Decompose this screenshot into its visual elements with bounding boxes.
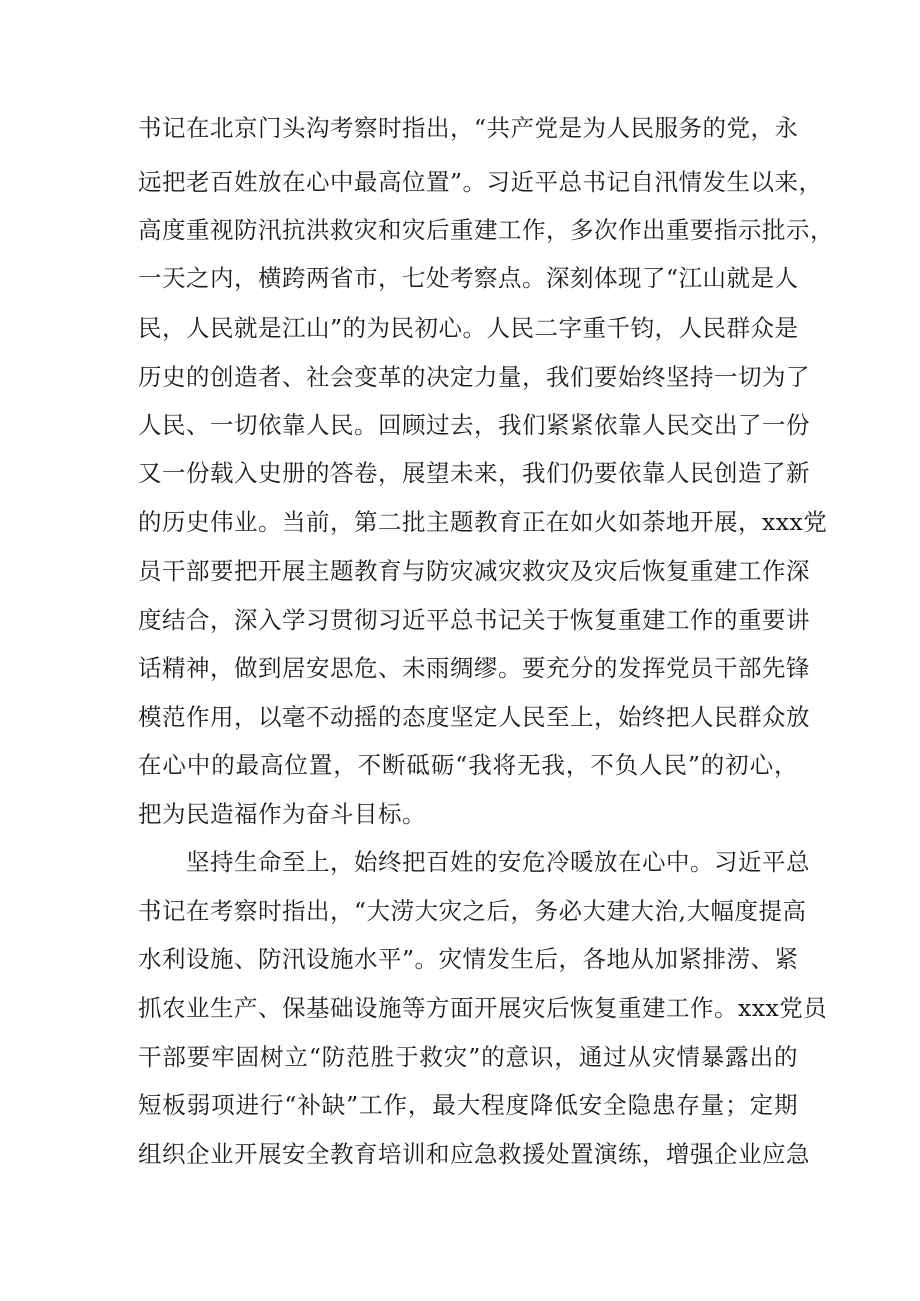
text-line: 书记在北京门头沟考察时指出，“共产党是为人民服务的党，永 bbox=[138, 114, 799, 142]
text-line: 又一份载入史册的答卷，展望未来，我们仍要依靠人民创造了新 bbox=[138, 459, 810, 487]
text-line: 人民、一切依靠人民。回顾过去，我们紧紧依靠人民交出了一份 bbox=[138, 411, 810, 439]
text-line: 员干部要把开展主题教育与防灾减灾救灾及灾后恢复重建工作深 bbox=[138, 557, 810, 585]
text-line: 干部要牢固树立“防范胜于救灾”的意识，通过从灾情暴露出的 bbox=[138, 1043, 798, 1071]
paragraph-first-line: 坚持生命至上，始终把百姓的安危冷暖放在心中。习近平总 bbox=[186, 848, 810, 876]
paragraph-end-line: 把为民造福作为奋斗目标。 bbox=[138, 800, 426, 828]
text-line: 抓农业生产、保基础设施等方面开展灾后恢复重建工作。xxx党员 bbox=[138, 994, 828, 1022]
text-line: 的历史伟业。当前，第二批主题教育正在如火如荼地开展，xxx党 bbox=[138, 508, 828, 536]
text-line: 一天之内，横跨两省市，七处考察点。深刻体现了“江山就是人 bbox=[138, 264, 799, 292]
text-line: 短板弱项进行“补缺”工作，最大程度降低安全隐患存量；定期 bbox=[138, 1091, 798, 1119]
text-line: 在心中的最高位置，不断砥砺“我将无我，不负人民”的初心， bbox=[138, 751, 798, 779]
text-line: 远把老百姓放在心中最高位置”。习近平总书记自汛情发生以来， bbox=[138, 168, 823, 196]
text-line: 民，人民就是江山”的为民初心。人民二字重千钧，人民群众是 bbox=[138, 314, 799, 342]
text-line: 度结合，深入学习贯彻习近平总书记关于恢复重建工作的重要讲 bbox=[138, 606, 810, 634]
text-line: 模范作用，以毫不动摇的态度坚定人民至上，始终把人民群众放 bbox=[138, 703, 810, 731]
text-line: 组织企业开展安全教育培训和应急救援处置演练，增强企业应急 bbox=[138, 1140, 810, 1168]
text-line: 书记在考察时指出，“大涝大灾之后，务必大建大治,大幅度提高 bbox=[138, 897, 807, 925]
text-line: 水利设施、防汛设施水平”。灾情发生后，各地从加紧排涝、紧 bbox=[138, 945, 799, 973]
text-line: 历史的创造者、社会变革的决定力量，我们要始终坚持一切为了 bbox=[138, 363, 810, 391]
text-line: 高度重视防汛抗洪救灾和灾后重建工作，多次作出重要指示批示， bbox=[138, 216, 834, 244]
text-line: 话精神，做到居安思危、未雨绸缪。要充分的发挥党员干部先锋 bbox=[138, 654, 810, 682]
